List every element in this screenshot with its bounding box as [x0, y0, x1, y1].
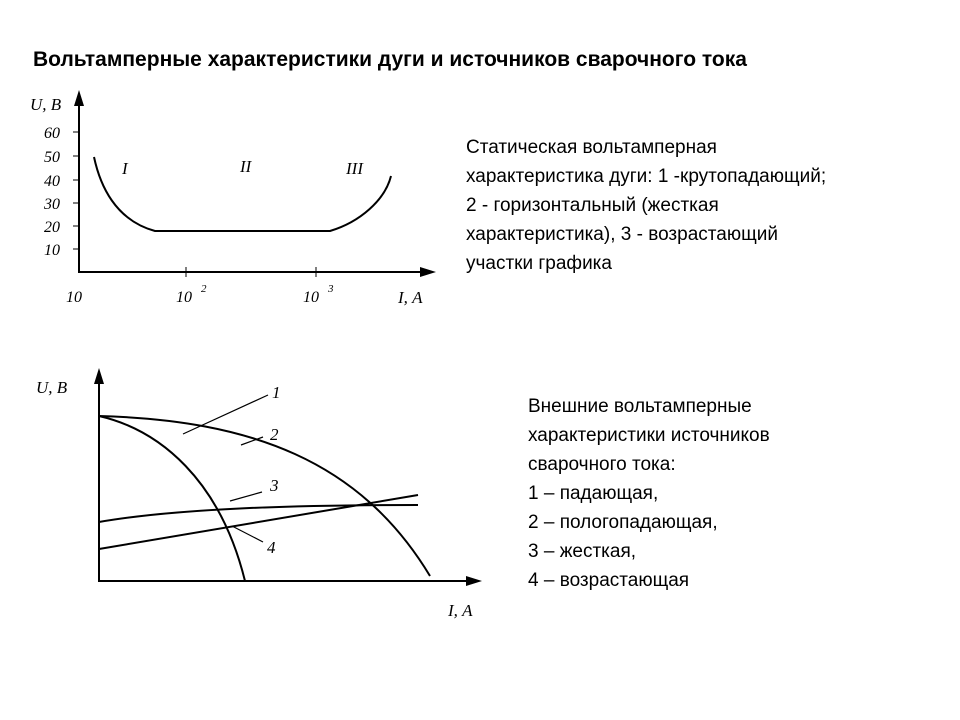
x-axis-arrow-icon [420, 267, 436, 277]
curve-label-3: 3 [270, 476, 279, 495]
description-line: 4 – возрастающая [528, 570, 690, 591]
description-line: участки графика [466, 253, 612, 274]
page-title: Вольтамперные характеристики дуги и источников сварочного тока [33, 48, 747, 71]
description-line: характеристики источников [528, 425, 770, 446]
description-line: 1 – падающая, [528, 483, 659, 504]
y-axis-label: U, В [30, 95, 62, 114]
leader-line-4 [232, 526, 263, 542]
arc-characteristic-description [466, 133, 826, 278]
x-tick-label: 10 [303, 289, 319, 306]
description-line: Внешние вольтамперные [528, 396, 752, 417]
y-tick-label: 40 [44, 173, 60, 190]
leader-line-3 [230, 492, 262, 501]
curve-2-gently-falling [99, 416, 430, 576]
y-tick-label: 10 [44, 242, 60, 259]
description-line: сварочного тока: [528, 454, 676, 475]
x-axis-arrow-icon [466, 576, 482, 586]
x-axis-label: I, А [398, 288, 423, 307]
region-label-1: I [122, 159, 128, 178]
region-label-2: II [240, 157, 252, 176]
curve-4-rising [99, 495, 418, 549]
description-line: характеристика), 3 - возрастающий [466, 224, 778, 245]
y-axis-arrow-icon [74, 90, 84, 106]
description-line: 3 – жесткая, [528, 541, 637, 562]
curve-3-rigid [99, 505, 418, 522]
x-tick-label: 10 [66, 289, 82, 306]
y-tick-label: 30 [44, 196, 60, 213]
curve-label-1: 1 [272, 383, 281, 402]
y-axis-arrow-icon [94, 368, 104, 384]
description-line: 2 - горизонтальный (жесткая [466, 195, 719, 216]
leader-line-1 [183, 395, 268, 434]
x-tick-exponent: 2 [201, 283, 207, 295]
y-tick-label: 20 [44, 219, 60, 236]
x-tick-exponent: 3 [328, 283, 334, 295]
description-line: Статическая вольтамперная [466, 137, 717, 158]
y-tick-label: 50 [44, 149, 60, 166]
x-axis-label: I, А [448, 601, 473, 620]
description-line: 2 – пологопадающая, [528, 512, 718, 533]
arc-vac-diagram [30, 90, 436, 307]
curve-1-falling [99, 416, 245, 581]
source-characteristics-description [528, 392, 770, 595]
description-line: характеристика дуги: 1 -крутопадающий; [466, 166, 827, 187]
curve-label-4: 4 [267, 538, 276, 557]
curve-label-2: 2 [270, 425, 279, 444]
source-vac-diagram [36, 368, 482, 620]
region-label-3: III [346, 159, 363, 178]
y-axis-label: U, В [36, 378, 68, 397]
x-tick-label: 10 [176, 289, 192, 306]
y-tick-label: 60 [44, 125, 60, 142]
